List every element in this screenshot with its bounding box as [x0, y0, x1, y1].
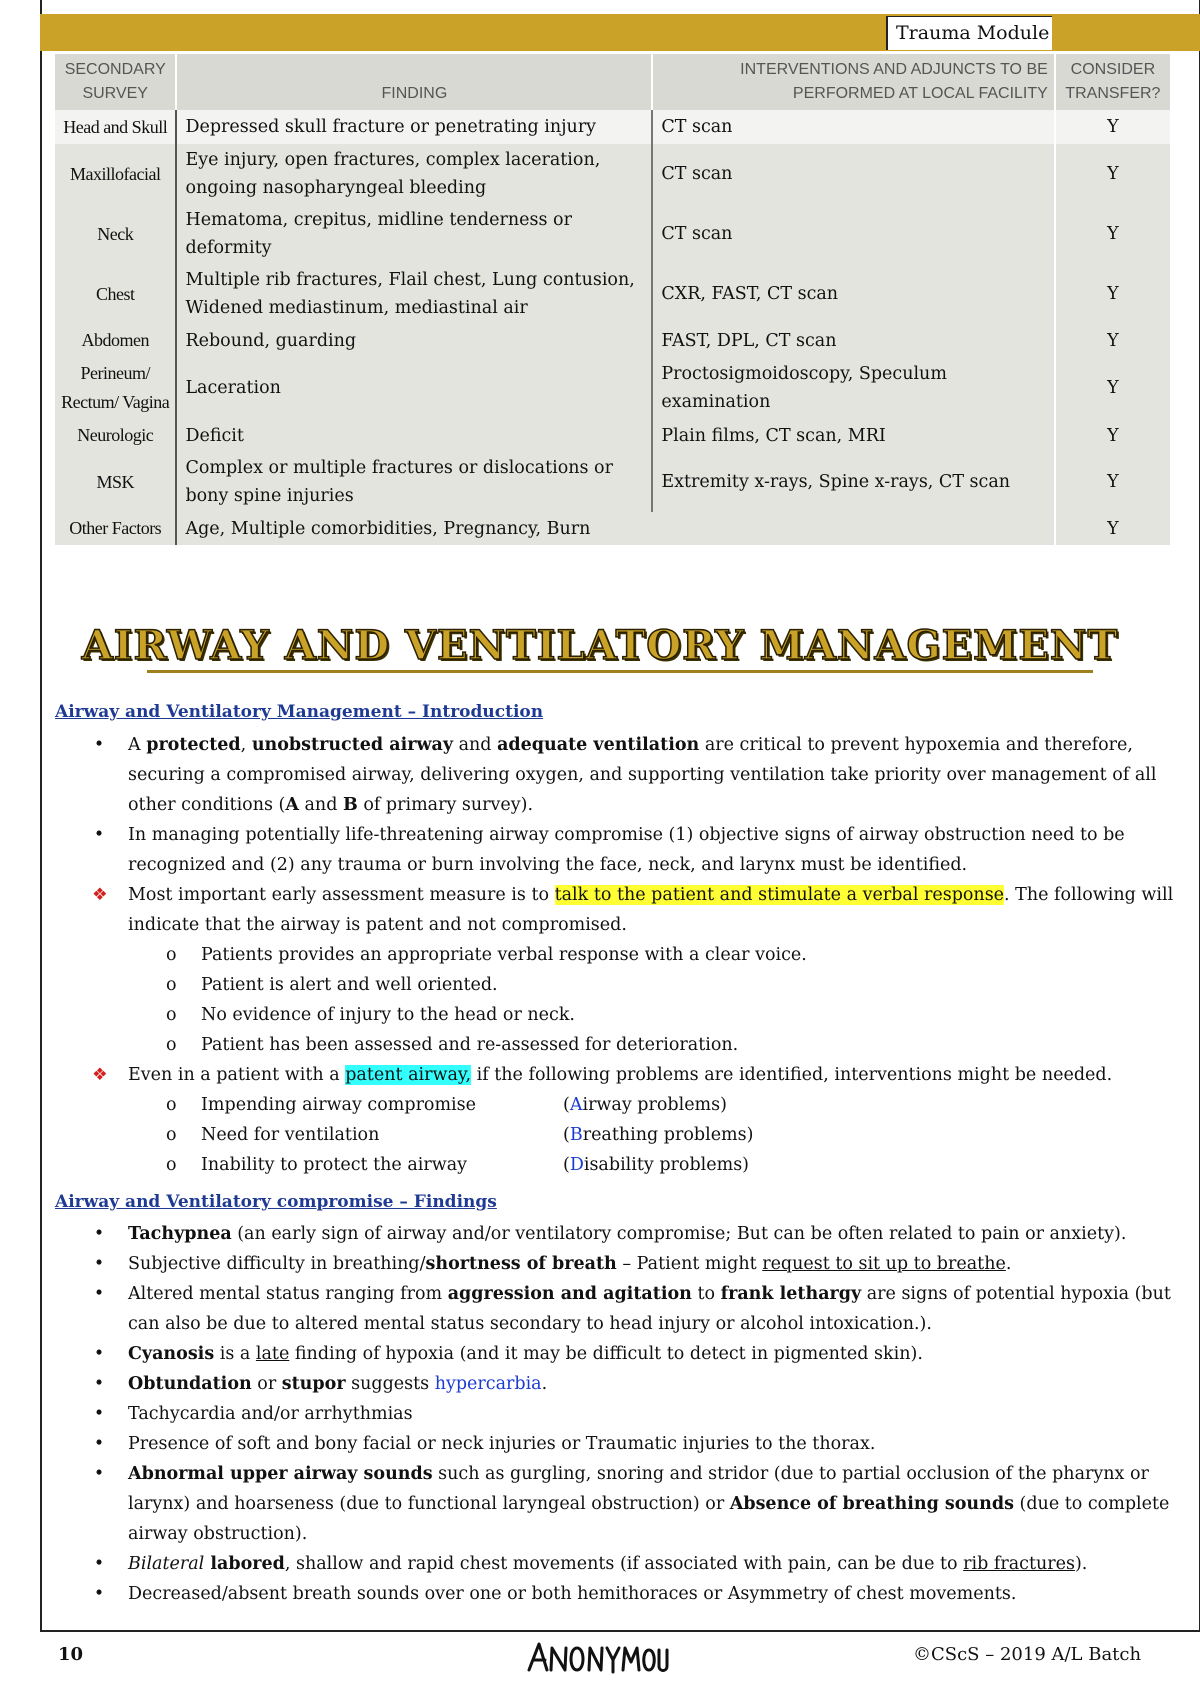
bold-text: Absence of breathing sounds [729, 1494, 1014, 1514]
findings-block [0, 1219, 1200, 1609]
table-row [55, 419, 1171, 452]
text: Presence of soft and bony facial or neck injuries or Traumatic injuries to the thorax. [128, 1434, 876, 1454]
table-row [55, 512, 1171, 545]
list-item [0, 1249, 1200, 1279]
circle-bullet-icon: o [166, 1125, 177, 1145]
text: ( [563, 1125, 570, 1145]
cell-transfer: Y [1055, 512, 1171, 545]
text: ( [563, 1095, 570, 1115]
bullet-icon: • [93, 1554, 105, 1574]
italic-text: Bilateral [128, 1554, 205, 1574]
highlighted-text: patent airway, [345, 1065, 472, 1085]
sub-list-item [0, 970, 1200, 1000]
list-item [0, 820, 1200, 880]
sub-list-item [0, 1090, 1200, 1120]
text: . [541, 1374, 548, 1394]
text: Subjective difficulty in breathing/ [128, 1254, 426, 1274]
bullet-icon: • [93, 1404, 105, 1424]
abcde-letter: D [569, 1155, 584, 1175]
cell-system: Neurologic [55, 419, 176, 452]
cell-finding: Deficit [176, 419, 652, 452]
header-text: INTERVENTIONS AND ADJUNCTS TO BE [740, 61, 1048, 78]
cell-transfer: Y [1055, 324, 1171, 357]
sub-list-item [0, 1120, 1200, 1150]
abcde-letter: B [569, 1125, 583, 1145]
table-header-row [55, 54, 1171, 110]
text: Even in a patient with a [128, 1065, 346, 1085]
circle-bullet-icon: o [166, 1095, 177, 1115]
bullet-icon: • [93, 1254, 105, 1274]
bullet-icon: • [93, 1434, 105, 1454]
header-text: CONSIDER [1070, 61, 1156, 78]
header-finding [176, 54, 652, 110]
cell-transfer: Y [1055, 204, 1171, 264]
underlined-text: rib fractures [963, 1554, 1075, 1574]
bold-text: shortness of breath [425, 1254, 617, 1274]
bold-text: Cyanosis [128, 1344, 215, 1364]
cell-finding: Hematoma, crepitus, midline tenderness or deformity [176, 204, 652, 264]
intro-heading: Airway and Ventilatory Management – Introduction [55, 702, 544, 722]
text: Decreased/absent breath sounds over one or both hemithoraces or Asymmetry of chest movements. [128, 1584, 1017, 1604]
text: Patient has been assessed and re-assessed for deterioration. [201, 1035, 739, 1055]
list-item [0, 1060, 1200, 1090]
cell-finding: Age, Multiple comorbidities, Pregnancy, Burn [176, 512, 1054, 545]
text: . The following will indicate that the airway is patent and not compromised. [128, 885, 1174, 935]
bold-text: aggression and agitation [447, 1284, 692, 1304]
text: (an early sign of airway and/or ventilatory compromise; But can be often related to pain or anxiety). [231, 1224, 1127, 1244]
diamond-star-icon: ❖ [92, 885, 108, 905]
bold-text: adequate ventilation [497, 735, 700, 755]
text: . [1005, 1254, 1012, 1274]
list-item [0, 880, 1200, 940]
bold-text: protected [146, 735, 241, 755]
cell-system: Maxillofacial [55, 144, 176, 204]
cell-finding: Eye injury, open fractures, complex laceration, ongoing nasopharyngeal bleeding [176, 144, 652, 204]
text: Altered mental status ranging from [128, 1284, 448, 1304]
bold-text: stupor [281, 1374, 346, 1394]
highlighted-text: talk to the patient and stimulate a verbal response [554, 885, 1005, 905]
bullet-icon: • [93, 1584, 105, 1604]
list-item [0, 1399, 1200, 1429]
text: and [453, 735, 498, 755]
bullet-icon: • [93, 1374, 105, 1394]
text: irway problems) [582, 1095, 727, 1115]
text: (due to complete airway obstruction). [128, 1494, 1170, 1544]
list-item [0, 730, 1200, 820]
list-item [0, 1429, 1200, 1459]
bullet-icon: • [93, 1224, 105, 1244]
blue-text: hypercarbia [434, 1374, 542, 1394]
cell-transfer: Y [1055, 110, 1171, 144]
intro-block [0, 730, 1200, 1180]
list-item [0, 1549, 1200, 1579]
table-row [55, 204, 1171, 264]
cell-intervention: CT scan [652, 144, 1054, 204]
cell-transfer: Y [1055, 419, 1171, 452]
circle-bullet-icon: o [166, 1005, 177, 1025]
cell-system: Abdomen [55, 324, 176, 357]
findings-heading: Airway and Ventilatory compromise – Findings [55, 1192, 497, 1212]
cell-intervention: Extremity x-rays, Spine x-rays, CT scan [652, 452, 1054, 512]
text: Need for ventilation [201, 1125, 380, 1145]
cell-transfer: Y [1055, 452, 1171, 512]
header-consider-transfer [1055, 54, 1171, 110]
text: , shallow and rapid chest movements (if associated with pain, can be due to [284, 1554, 964, 1574]
header-text: PERFORMED AT LOCAL FACILITY [792, 85, 1048, 102]
bullet-icon: • [93, 735, 105, 755]
text: No evidence of injury to the head or neck. [201, 1005, 575, 1025]
text: are critical to prevent hypoxemia and therefore, securing a compromised airway, delivering oxygen, and supporting ventilation take priority over management of all other conditions ( [128, 735, 1157, 815]
header-text: SURVEY [82, 85, 148, 102]
cell-finding: Rebound, guarding [176, 324, 652, 357]
cell-transfer: Y [1055, 357, 1171, 419]
text: Tachycardia and/or arrhythmias [128, 1404, 413, 1424]
bold-text: Obtundation [128, 1374, 252, 1394]
list-item [0, 1459, 1200, 1549]
text: , [240, 735, 252, 755]
circle-bullet-icon: o [166, 1155, 177, 1175]
cell-system: Chest [55, 264, 176, 324]
cell-transfer: Y [1055, 264, 1171, 324]
text: suggests [345, 1374, 435, 1394]
cell-intervention: CT scan [652, 204, 1054, 264]
circle-bullet-icon: o [166, 1035, 177, 1055]
text: Patients provides an appropriate verbal response with a clear voice. [201, 945, 807, 965]
secondary-survey-table [55, 54, 1172, 545]
footer-credit: ©CScS – 2019 A/L Batch [913, 1644, 1142, 1665]
text: Inability to protect the airway [201, 1155, 468, 1175]
header-text: SECONDARY [64, 61, 166, 78]
title-underline [147, 670, 1093, 673]
abcde-tag [563, 1120, 753, 1150]
text: of primary survey). [357, 795, 534, 815]
bold-text: frank lethargy [720, 1284, 862, 1304]
table-row [55, 264, 1171, 324]
text: A [128, 735, 147, 755]
bold-text: A [285, 795, 299, 815]
text: if the following problems are identified, interventions might be needed. [471, 1065, 1113, 1085]
sub-list-item [0, 1000, 1200, 1030]
cell-finding: Laceration [176, 357, 652, 419]
bold-text: B [342, 795, 358, 815]
module-title: Trauma Module [896, 22, 1050, 44]
list-item [0, 1579, 1200, 1609]
page-number: 10 [58, 1644, 84, 1665]
cell-system: Neck [55, 204, 176, 264]
bold-text: Abnormal upper airway sounds [128, 1464, 433, 1484]
text: finding of hypoxia (and it may be difficult to detect in pigmented skin). [289, 1344, 923, 1364]
text: reathing problems) [582, 1125, 754, 1145]
section-title: AIRWAY AND VENTILATORY MANAGEMENT [81, 622, 1119, 669]
text: Most important early assessment measure is to [128, 885, 555, 905]
cell-intervention: Proctosigmoidoscopy, Speculum examination [652, 357, 1054, 419]
page-frame-bottom [40, 1630, 1200, 1632]
cell-system: Other Factors [55, 512, 176, 545]
sub-list-item [0, 1030, 1200, 1060]
cell-intervention: CT scan [652, 110, 1054, 144]
text: In managing potentially life-threatening airway compromise (1) objective signs of airway obstruction need to be recognized and (2) any trauma or burn involving the face, neck, and larynx must be identified. [128, 825, 1125, 875]
cell-intervention: Plain films, CT scan, MRI [652, 419, 1054, 452]
abcde-letter: A [569, 1095, 583, 1115]
text: and [298, 795, 343, 815]
header-secondary-survey [55, 54, 176, 110]
bullet-icon: • [93, 825, 105, 845]
abcde-tag [563, 1150, 749, 1180]
underlined-text: request to sit up to breathe [762, 1254, 1006, 1274]
list-item [0, 1279, 1200, 1339]
cell-finding: Depressed skull fracture or penetrating injury [176, 110, 652, 144]
header-text: TRANSFER? [1065, 85, 1161, 102]
underlined-text: late [255, 1344, 290, 1364]
text: or [251, 1374, 282, 1394]
table-row [55, 357, 1171, 419]
cell-system: MSK [55, 452, 176, 512]
text: is a [214, 1344, 256, 1364]
table-row [55, 324, 1171, 357]
header-text: FINDING [381, 85, 448, 102]
text: – Patient might [616, 1254, 763, 1274]
cell-finding: Multiple rib fractures, Flail chest, Lung contusion, Widened mediastinum, mediastinal air [176, 264, 652, 324]
table-row [55, 452, 1171, 512]
text: are signs of potential hypoxia (but can also be due to altered mental status secondary to head injury or alcohol intoxication.). [128, 1284, 1171, 1334]
cell-finding: Complex or multiple fractures or dislocations or bony spine injuries [176, 452, 652, 512]
text: such as gurgling, snoring and stridor (due to partial occlusion of the pharynx or larynx) and hoarseness (due to functional laryngeal obstruction) or [128, 1464, 1149, 1514]
list-item [0, 1219, 1200, 1249]
circle-bullet-icon: o [166, 975, 177, 995]
circle-bullet-icon: o [166, 945, 177, 965]
cell-transfer: Y [1055, 144, 1171, 204]
bullet-icon: • [93, 1464, 105, 1484]
text: Patient is alert and well oriented. [201, 975, 498, 995]
bullet-icon: • [93, 1344, 105, 1364]
text: ). [1074, 1554, 1088, 1574]
sub-list-item [0, 940, 1200, 970]
bold-text: labored [204, 1554, 285, 1574]
signature-logo [525, 1636, 670, 1676]
text: to [691, 1284, 721, 1304]
diamond-star-icon: ❖ [92, 1065, 108, 1085]
cell-system: Head and Skull [55, 110, 176, 144]
cell-system: Perineum/ Rectum/ Vagina [55, 357, 176, 419]
bold-text: Tachypnea [128, 1224, 232, 1244]
header-interventions [652, 54, 1054, 110]
sub-list-item [0, 1150, 1200, 1180]
cell-intervention: FAST, DPL, CT scan [652, 324, 1054, 357]
table-row [55, 144, 1171, 204]
list-item [0, 1339, 1200, 1369]
table-row [55, 110, 1171, 144]
bullet-icon: • [93, 1284, 105, 1304]
cell-intervention: CXR, FAST, CT scan [652, 264, 1054, 324]
text: isability problems) [583, 1155, 750, 1175]
text: ( [563, 1155, 570, 1175]
list-item [0, 1369, 1200, 1399]
text: Impending airway compromise [201, 1095, 476, 1115]
abcde-tag [563, 1090, 727, 1120]
bold-text: unobstructed airway [251, 735, 454, 755]
